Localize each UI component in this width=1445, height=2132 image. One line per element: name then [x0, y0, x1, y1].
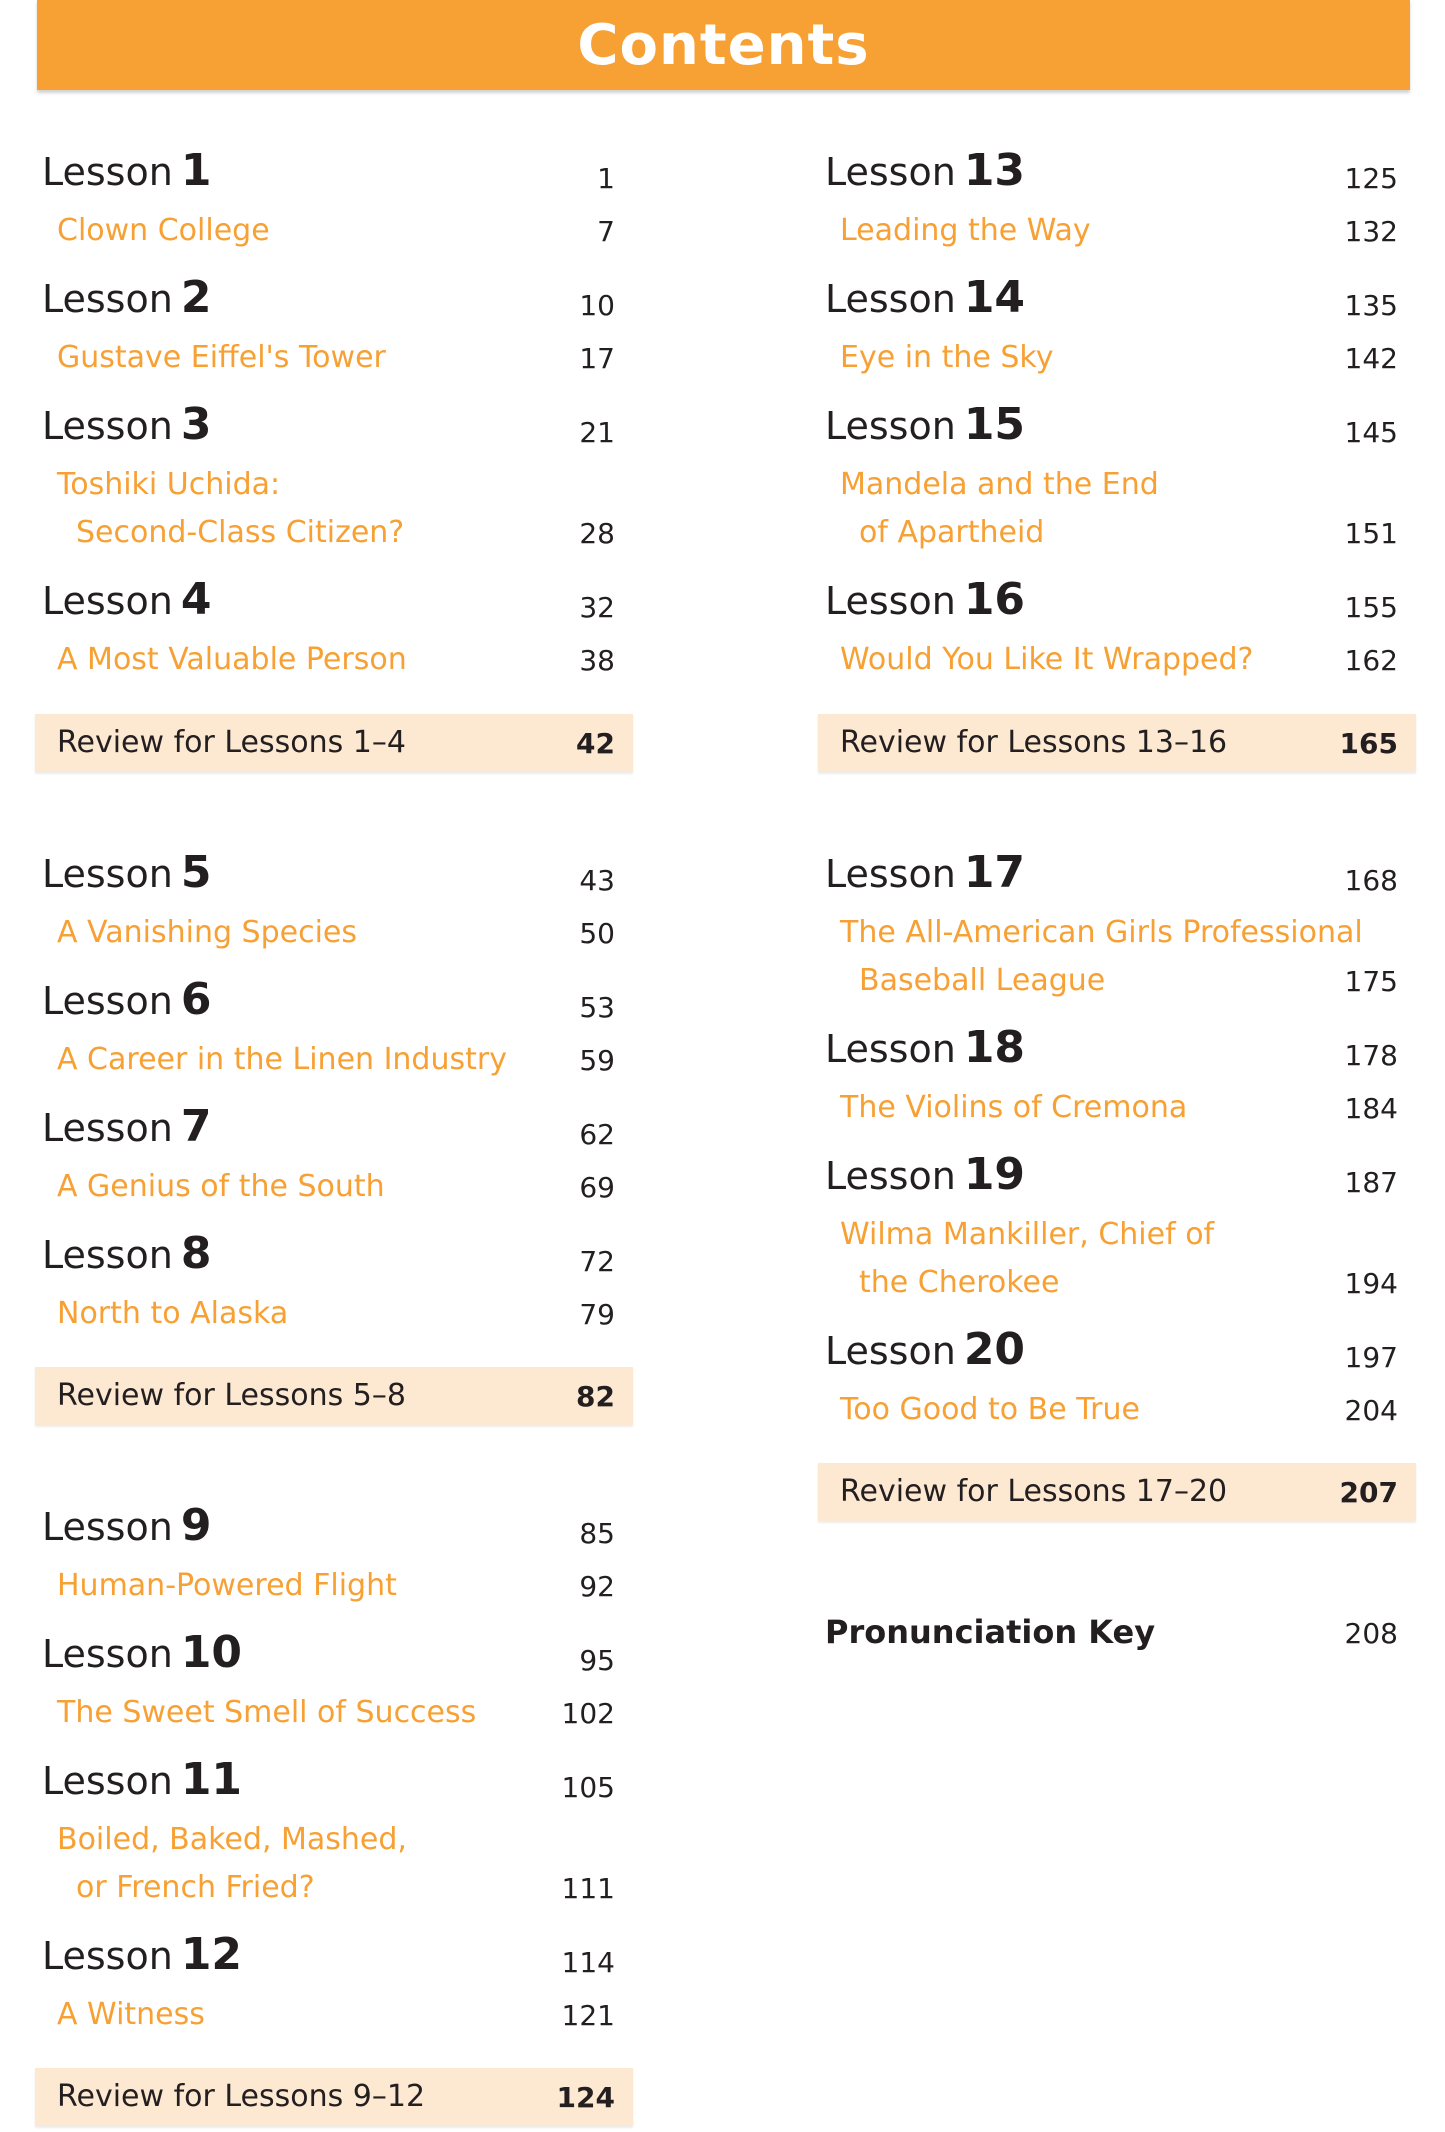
toc-story[interactable]: [35, 1988, 633, 2036]
page-number: 1: [597, 162, 615, 195]
toc-story[interactable]: [35, 1813, 633, 1861]
page-number: 132: [1344, 215, 1398, 248]
story-title: A Witness: [57, 1997, 205, 2032]
toc-story-continued[interactable]: [818, 506, 1416, 554]
lesson-number: 13: [963, 145, 1026, 196]
toc-story[interactable]: [35, 331, 633, 379]
lesson-label: Lesson: [825, 277, 956, 321]
story-title: The All-American Girls Professional: [840, 915, 1363, 950]
story-title: A Genius of the South: [57, 1169, 385, 1204]
page-number: 28: [579, 517, 615, 550]
lesson-number: 1: [180, 145, 212, 196]
toc-review-1-4[interactable]: [35, 714, 633, 772]
lesson-label: Lesson: [42, 150, 173, 194]
story-title: Toshiki Uchida:: [57, 467, 281, 502]
page-number: 178: [1344, 1039, 1398, 1072]
toc-lesson-12[interactable]: [35, 1925, 633, 1981]
toc-pronunciation-key[interactable]: [818, 1600, 1416, 1656]
page-number: 59: [579, 1044, 615, 1077]
review-label: Review for Lessons 17–20: [840, 1474, 1228, 1509]
toc-story[interactable]: [35, 1033, 633, 1081]
toc-story[interactable]: [818, 458, 1416, 506]
toc-story-continued[interactable]: [818, 1256, 1416, 1304]
toc-story[interactable]: [35, 633, 633, 681]
story-title: Baseball League: [859, 963, 1106, 998]
story-title: Gustave Eiffel's Tower: [57, 340, 386, 375]
toc-story-continued[interactable]: [35, 1861, 633, 1909]
review-label: Review for Lessons 13–16: [840, 725, 1228, 760]
story-title: Human-Powered Flight: [57, 1568, 397, 1603]
page-number: 53: [579, 991, 615, 1024]
toc-story[interactable]: [818, 1081, 1416, 1129]
page-number: 125: [1344, 162, 1398, 195]
story-title: A Career in the Linen Industry: [57, 1042, 507, 1077]
story-title: North to Alaska: [57, 1296, 289, 1331]
toc-story[interactable]: [35, 1686, 633, 1734]
page-number: 79: [579, 1298, 615, 1331]
page-number: 102: [561, 1697, 615, 1730]
page-number: 197: [1344, 1341, 1398, 1374]
toc-lesson-19[interactable]: [818, 1145, 1416, 1201]
toc-review-5-8[interactable]: [35, 1367, 633, 1425]
page-number: 135: [1344, 289, 1398, 322]
page-number: 142: [1344, 342, 1398, 375]
story-title: of Apartheid: [859, 515, 1045, 550]
lesson-label: Lesson: [42, 1505, 173, 1549]
lesson-number: 3: [180, 399, 212, 450]
lesson-number: 5: [180, 847, 212, 898]
lesson-number: 12: [180, 1929, 243, 1980]
page-number: 72: [579, 1245, 615, 1278]
page-number: 207: [1339, 1476, 1398, 1509]
contents-header: [37, 0, 1410, 90]
lesson-number: 10: [180, 1627, 243, 1678]
lesson-number: 9: [180, 1500, 212, 1551]
toc-lesson-15[interactable]: [818, 395, 1416, 451]
toc-lesson-1[interactable]: [35, 141, 633, 197]
page-number: 208: [1344, 1617, 1398, 1650]
lesson-number: 2: [180, 272, 212, 323]
toc-story[interactable]: [818, 1208, 1416, 1256]
page-number: 204: [1344, 1394, 1398, 1427]
story-title: Too Good to Be True: [840, 1392, 1140, 1427]
story-title: The Sweet Smell of Success: [57, 1695, 477, 1730]
story-title: or French Fried?: [76, 1870, 315, 1905]
review-label: Review for Lessons 1–4: [57, 725, 406, 760]
story-title: Mandela and the End: [840, 467, 1159, 502]
page-number: 162: [1344, 644, 1398, 677]
page-number: 124: [556, 2081, 615, 2114]
toc-lesson-8[interactable]: [35, 1224, 633, 1280]
story-title: the Cherokee: [859, 1265, 1060, 1300]
page-number: 10: [579, 289, 615, 322]
lesson-label: Lesson: [825, 852, 956, 896]
page-number: 151: [1344, 517, 1398, 550]
page-number: 111: [561, 1872, 615, 1905]
toc-story-continued[interactable]: [35, 506, 633, 554]
toc-story[interactable]: [818, 331, 1416, 379]
toc-lesson-20[interactable]: [818, 1320, 1416, 1376]
toc-story-continued[interactable]: [818, 954, 1416, 1002]
lesson-number: 17: [963, 847, 1026, 898]
lesson-label: Lesson: [42, 852, 173, 896]
toc-lesson-11[interactable]: [35, 1750, 633, 1806]
story-title: A Most Valuable Person: [57, 642, 407, 677]
page-number: 155: [1344, 591, 1398, 624]
page-number: 17: [579, 342, 615, 375]
page-number: 62: [579, 1118, 615, 1151]
toc-lesson-3[interactable]: [35, 395, 633, 451]
lesson-label: Lesson: [42, 404, 173, 448]
lesson-number: 4: [180, 574, 212, 625]
page-number: 168: [1344, 864, 1398, 897]
toc-lesson-7[interactable]: [35, 1097, 633, 1153]
lesson-label: Lesson: [42, 1106, 173, 1150]
toc-story[interactable]: [35, 906, 633, 954]
toc-lesson-17[interactable]: [818, 843, 1416, 899]
lesson-label: Lesson: [42, 1233, 173, 1277]
story-title: Clown College: [57, 213, 270, 248]
page-number: 184: [1344, 1092, 1398, 1125]
story-title: Second-Class Citizen?: [76, 515, 405, 550]
toc-lesson-14[interactable]: [818, 268, 1416, 324]
page-number: 194: [1344, 1267, 1398, 1300]
lesson-label: Lesson: [825, 150, 956, 194]
pronunciation-key-label: Pronunciation Key: [825, 1613, 1156, 1651]
lesson-number: 11: [180, 1754, 243, 1805]
toc-story[interactable]: [818, 633, 1416, 681]
page-number: 21: [579, 416, 615, 449]
page-number: 114: [561, 1946, 615, 1979]
page-number: 187: [1344, 1166, 1398, 1199]
page-number: 145: [1344, 416, 1398, 449]
lesson-number: 16: [963, 574, 1026, 625]
story-title: The Violins of Cremona: [840, 1090, 1188, 1125]
lesson-number: 8: [180, 1228, 212, 1279]
toc-lesson-18[interactable]: [818, 1018, 1416, 1074]
lesson-number: 20: [963, 1324, 1026, 1375]
page-number: 165: [1339, 727, 1398, 760]
toc-story[interactable]: [35, 1559, 633, 1607]
story-title: Wilma Mankiller, Chief of: [840, 1217, 1215, 1252]
lesson-label: Lesson: [42, 1934, 173, 1978]
page-number: 121: [561, 1999, 615, 2032]
lesson-label: Lesson: [825, 1154, 956, 1198]
toc-lesson-10[interactable]: [35, 1623, 633, 1679]
toc-story[interactable]: [818, 906, 1416, 954]
page-number: 7: [597, 215, 615, 248]
toc-story[interactable]: [35, 1160, 633, 1208]
story-title: Boiled, Baked, Mashed,: [57, 1822, 407, 1857]
page-number: 82: [576, 1380, 615, 1413]
toc-lesson-4[interactable]: [35, 570, 633, 626]
toc-lesson-16[interactable]: [818, 570, 1416, 626]
lesson-number: 7: [180, 1101, 212, 1152]
page-number: 50: [579, 917, 615, 950]
lesson-label: Lesson: [825, 1027, 956, 1071]
review-label: Review for Lessons 5–8: [57, 1378, 406, 1413]
lesson-number: 6: [180, 974, 212, 1025]
story-title: Leading the Way: [840, 213, 1091, 248]
page-number: 42: [576, 727, 615, 760]
toc-story[interactable]: [818, 1383, 1416, 1431]
lesson-number: 14: [963, 272, 1026, 323]
page-number: 95: [579, 1644, 615, 1677]
lesson-label: Lesson: [42, 979, 173, 1023]
toc-review-13-16[interactable]: [818, 714, 1416, 772]
toc-lesson-9[interactable]: [35, 1496, 633, 1552]
page-title: Contents: [577, 12, 870, 78]
toc-lesson-2[interactable]: [35, 268, 633, 324]
toc-review-9-12[interactable]: [35, 2068, 633, 2126]
page-number: 32: [579, 591, 615, 624]
lesson-label: Lesson: [825, 404, 956, 448]
story-title: A Vanishing Species: [57, 915, 358, 950]
lesson-label: Lesson: [42, 1632, 173, 1676]
page-number: 43: [579, 864, 615, 897]
toc-lesson-6[interactable]: [35, 970, 633, 1026]
page-number: 69: [579, 1171, 615, 1204]
lesson-label: Lesson: [825, 1329, 956, 1373]
page-number: 175: [1344, 965, 1398, 998]
toc-lesson-5[interactable]: [35, 843, 633, 899]
lesson-label: Lesson: [42, 277, 173, 321]
toc-story[interactable]: [35, 1287, 633, 1335]
toc-story[interactable]: [35, 458, 633, 506]
lesson-label: Lesson: [42, 579, 173, 623]
lesson-number: 19: [963, 1149, 1026, 1200]
toc-lesson-13[interactable]: [818, 141, 1416, 197]
story-title: Eye in the Sky: [840, 340, 1054, 375]
lesson-number: 18: [963, 1022, 1026, 1073]
story-title: Would You Like It Wrapped?: [840, 642, 1254, 677]
lesson-label: Lesson: [42, 1759, 173, 1803]
toc-story[interactable]: [35, 204, 633, 252]
lesson-number: 15: [963, 399, 1026, 450]
lesson-label: Lesson: [825, 579, 956, 623]
page-number: 85: [579, 1517, 615, 1550]
toc-story[interactable]: [818, 204, 1416, 252]
page-number: 105: [561, 1771, 615, 1804]
review-label: Review for Lessons 9–12: [57, 2079, 426, 2114]
toc-review-17-20[interactable]: [818, 1463, 1416, 1521]
page-number: 92: [579, 1570, 615, 1603]
page-number: 38: [579, 644, 615, 677]
